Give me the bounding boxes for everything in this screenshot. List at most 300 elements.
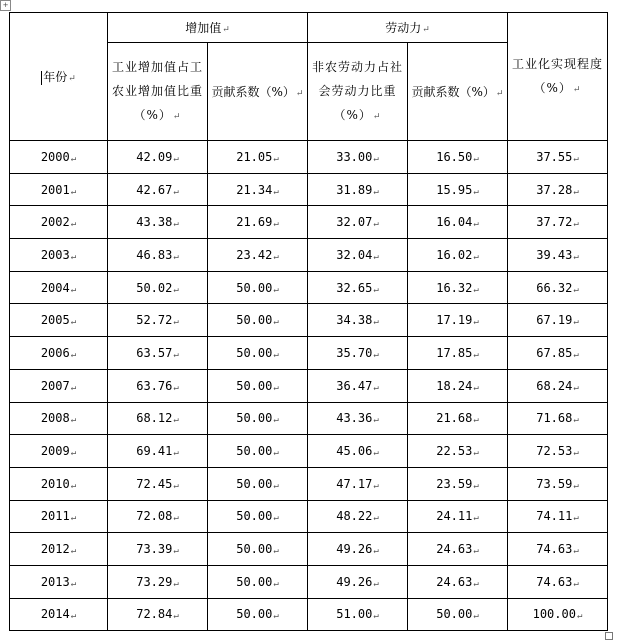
year-value: 2005 bbox=[40, 313, 70, 328]
paragraph-mark-icon: ↵ bbox=[173, 415, 179, 426]
paragraph-mark-icon: ↵ bbox=[173, 219, 179, 230]
table-row bbox=[10, 239, 608, 272]
paragraph-mark-icon: ↵ bbox=[373, 546, 379, 557]
paragraph-mark-icon: ↵ bbox=[373, 186, 379, 197]
cell-value: 32.65 bbox=[336, 280, 373, 295]
cell-value: 50.00 bbox=[236, 345, 273, 360]
paragraph-mark-icon: ↵ bbox=[573, 284, 579, 295]
paragraph-mark-icon: ↵ bbox=[273, 448, 279, 459]
table-row bbox=[10, 435, 608, 468]
paragraph-mark-icon: ↵ bbox=[273, 153, 279, 164]
paragraph-mark-icon: ↵ bbox=[70, 611, 77, 622]
paragraph-mark-icon: ↵ bbox=[573, 546, 579, 557]
paragraph-mark-icon: ↵ bbox=[373, 448, 379, 459]
value-cell-c4 bbox=[408, 402, 508, 435]
paragraph-mark-icon: ↵ bbox=[273, 480, 279, 491]
cell-value: 50.00 bbox=[236, 313, 273, 328]
cell-value: 50.00 bbox=[436, 607, 473, 622]
year-value: 2011 bbox=[40, 509, 70, 524]
move-handle-icon[interactable] bbox=[0, 0, 11, 11]
table-row bbox=[10, 141, 608, 174]
cell-value: 24.63 bbox=[436, 574, 473, 589]
paragraph-mark-icon: ↵ bbox=[373, 578, 379, 589]
cell-value: 51.00 bbox=[336, 607, 373, 622]
value-cell-c4 bbox=[408, 598, 508, 631]
paragraph-mark-icon: ↵ bbox=[473, 578, 479, 589]
cell-value: 72.53 bbox=[536, 444, 573, 459]
paragraph-mark-icon: ↵ bbox=[373, 513, 379, 524]
paragraph-mark-icon: ↵ bbox=[70, 578, 77, 589]
value-cell-c5 bbox=[508, 173, 608, 206]
value-cell-c4 bbox=[408, 141, 508, 174]
paragraph-mark-icon: ↵ bbox=[273, 349, 279, 360]
value-cell-c2 bbox=[208, 271, 308, 304]
header-year-cell bbox=[10, 13, 108, 141]
cell-value: 50.00 bbox=[236, 280, 273, 295]
year-value: 2002 bbox=[40, 215, 70, 230]
value-cell-c1 bbox=[108, 369, 208, 402]
value-cell-c2 bbox=[208, 239, 308, 272]
cell-value: 37.28 bbox=[536, 182, 573, 197]
paragraph-mark-icon: ↵ bbox=[273, 578, 279, 589]
value-cell-c1 bbox=[108, 337, 208, 370]
value-cell-c2 bbox=[208, 141, 308, 174]
value-cell-c3 bbox=[308, 435, 408, 468]
value-cell-c1 bbox=[108, 467, 208, 500]
paragraph-mark-icon: ↵ bbox=[473, 317, 479, 328]
cell-value: 72.08 bbox=[136, 509, 173, 524]
paragraph-mark-icon: ↵ bbox=[273, 611, 279, 622]
table-row bbox=[10, 337, 608, 370]
paragraph-mark-icon: ↵ bbox=[373, 349, 379, 360]
table-row bbox=[10, 173, 608, 206]
cell-value: 63.57 bbox=[136, 345, 173, 360]
paragraph-mark-icon: ↵ bbox=[373, 251, 379, 262]
paragraph-mark-icon: ↵ bbox=[495, 89, 504, 99]
paragraph-mark-icon: ↵ bbox=[273, 251, 279, 262]
value-cell-c3 bbox=[308, 173, 408, 206]
table-row bbox=[10, 369, 608, 402]
paragraph-mark-icon: ↵ bbox=[573, 513, 579, 524]
year-value: 2003 bbox=[40, 247, 70, 262]
value-cell-c3 bbox=[308, 533, 408, 566]
value-cell-c5 bbox=[508, 304, 608, 337]
cell-value: 45.06 bbox=[336, 444, 373, 459]
cell-value: 50.00 bbox=[236, 574, 273, 589]
paragraph-mark-icon: ↵ bbox=[373, 382, 379, 393]
cell-value: 16.50 bbox=[436, 149, 473, 164]
value-cell-c4 bbox=[408, 467, 508, 500]
cell-value: 21.68 bbox=[436, 411, 473, 426]
year-value: 2010 bbox=[40, 476, 70, 491]
paragraph-mark-icon: ↵ bbox=[173, 480, 179, 491]
paragraph-mark-icon: ↵ bbox=[473, 611, 479, 622]
paragraph-mark-icon: ↵ bbox=[173, 546, 179, 557]
paragraph-mark-icon: ↵ bbox=[70, 415, 77, 426]
value-cell-c4 bbox=[408, 533, 508, 566]
cell-value: 37.72 bbox=[536, 215, 573, 230]
paragraph-mark-icon: ↵ bbox=[573, 578, 579, 589]
paragraph-mark-icon: ↵ bbox=[373, 219, 379, 230]
year-cell bbox=[10, 565, 108, 598]
paragraph-mark-icon: ↵ bbox=[573, 219, 579, 230]
year-value: 2013 bbox=[40, 574, 70, 589]
cell-value: 42.09 bbox=[136, 149, 173, 164]
cell-value: 32.07 bbox=[336, 215, 373, 230]
value-cell-c5 bbox=[508, 533, 608, 566]
value-cell-c5 bbox=[508, 141, 608, 174]
paragraph-mark-icon: ↵ bbox=[573, 251, 579, 262]
paragraph-mark-icon: ↵ bbox=[173, 317, 179, 328]
cell-value: 48.22 bbox=[336, 509, 373, 524]
paragraph-mark-icon: ↵ bbox=[373, 317, 379, 328]
cell-value: 50.00 bbox=[236, 542, 273, 557]
paragraph-mark-icon: ↵ bbox=[573, 186, 579, 197]
header-ind-share: 工业增加值占工农业增加值比重（%） bbox=[111, 59, 203, 122]
cell-value: 72.45 bbox=[136, 476, 173, 491]
value-cell-c1 bbox=[108, 435, 208, 468]
value-cell-c2 bbox=[208, 369, 308, 402]
table-row bbox=[10, 304, 608, 337]
value-cell-c3 bbox=[308, 467, 408, 500]
value-cell-c3 bbox=[308, 402, 408, 435]
cell-value: 74.63 bbox=[536, 574, 573, 589]
header-nonag-share: 非农劳动力占社会劳动力比重（%） bbox=[311, 59, 403, 122]
header-industrialization: 工业化实现程度（%） bbox=[511, 56, 603, 95]
table-row bbox=[10, 565, 608, 598]
cell-value: 18.24 bbox=[436, 378, 473, 393]
value-cell-c1 bbox=[108, 206, 208, 239]
cell-value: 21.34 bbox=[236, 182, 273, 197]
cell-value: 52.72 bbox=[136, 313, 173, 328]
paragraph-mark-icon: ↵ bbox=[273, 513, 279, 524]
header-industrialization-cell bbox=[508, 13, 608, 141]
paragraph-mark-icon: ↵ bbox=[173, 153, 179, 164]
header-nonag-share-cell bbox=[308, 43, 408, 141]
value-cell-c5 bbox=[508, 369, 608, 402]
header-ind-share-cell bbox=[108, 43, 208, 141]
paragraph-mark-icon: ↵ bbox=[473, 513, 479, 524]
resize-handle-icon[interactable] bbox=[605, 632, 613, 640]
table-row bbox=[10, 271, 608, 304]
cell-value: 49.26 bbox=[336, 542, 373, 557]
cell-value: 21.69 bbox=[236, 215, 273, 230]
cell-value: 47.17 bbox=[336, 476, 373, 491]
paragraph-mark-icon: ↵ bbox=[473, 219, 479, 230]
paragraph-mark-icon: ↵ bbox=[576, 611, 583, 622]
cell-value: 63.76 bbox=[136, 378, 173, 393]
value-cell-c3 bbox=[308, 141, 408, 174]
cell-value: 50.00 bbox=[236, 607, 273, 622]
header-year: 年份 bbox=[43, 70, 68, 84]
value-cell-c3 bbox=[308, 271, 408, 304]
value-cell-c2 bbox=[208, 206, 308, 239]
value-cell-c1 bbox=[108, 141, 208, 174]
paragraph-mark-icon: ↵ bbox=[173, 382, 179, 393]
value-cell-c2 bbox=[208, 435, 308, 468]
header-labor: 劳动力 bbox=[385, 21, 422, 35]
cell-value: 50.00 bbox=[236, 509, 273, 524]
paragraph-mark-icon: ↵ bbox=[473, 546, 479, 557]
value-cell-c5 bbox=[508, 402, 608, 435]
value-cell-c3 bbox=[308, 565, 408, 598]
paragraph-mark-icon: ↵ bbox=[373, 611, 379, 622]
paragraph-mark-icon: ↵ bbox=[70, 480, 77, 491]
value-cell-c2 bbox=[208, 173, 308, 206]
cell-value: 49.26 bbox=[336, 574, 373, 589]
value-cell-c3 bbox=[308, 337, 408, 370]
header-contrib1-cell bbox=[208, 43, 308, 141]
year-cell bbox=[10, 337, 108, 370]
value-cell-c1 bbox=[108, 533, 208, 566]
cell-value: 23.42 bbox=[236, 247, 273, 262]
value-cell-c4 bbox=[408, 206, 508, 239]
cell-value: 22.53 bbox=[436, 444, 473, 459]
header-contrib2-cell bbox=[408, 43, 508, 141]
paragraph-mark-icon: ↵ bbox=[473, 382, 479, 393]
cell-value: 35.70 bbox=[336, 345, 373, 360]
table-row bbox=[10, 206, 608, 239]
paragraph-mark-icon: ↵ bbox=[273, 382, 279, 393]
cell-value: 37.55 bbox=[536, 149, 573, 164]
value-cell-c5 bbox=[508, 467, 608, 500]
paragraph-mark-icon: ↵ bbox=[573, 415, 579, 426]
value-cell-c1 bbox=[108, 500, 208, 533]
year-cell bbox=[10, 369, 108, 402]
year-cell bbox=[10, 173, 108, 206]
year-cell bbox=[10, 500, 108, 533]
cell-value: 74.63 bbox=[536, 542, 573, 557]
cell-value: 39.43 bbox=[536, 247, 573, 262]
value-cell-c1 bbox=[108, 304, 208, 337]
paragraph-mark-icon: ↵ bbox=[573, 448, 579, 459]
value-cell-c4 bbox=[408, 304, 508, 337]
cell-value: 24.63 bbox=[436, 542, 473, 557]
industrialization-table bbox=[9, 12, 608, 631]
value-cell-c1 bbox=[108, 565, 208, 598]
cell-value: 73.29 bbox=[136, 574, 173, 589]
paragraph-mark-icon: ↵ bbox=[173, 513, 179, 524]
value-cell-c1 bbox=[108, 271, 208, 304]
table-row bbox=[10, 500, 608, 533]
cell-value: 24.11 bbox=[436, 509, 473, 524]
paragraph-mark-icon: ↵ bbox=[70, 284, 77, 295]
cell-value: 33.00 bbox=[336, 149, 373, 164]
paragraph-mark-icon: ↵ bbox=[473, 153, 479, 164]
cell-value: 17.85 bbox=[436, 345, 473, 360]
header-added-value: 增加值 bbox=[185, 21, 222, 35]
value-cell-c2 bbox=[208, 402, 308, 435]
cell-value: 16.02 bbox=[436, 247, 473, 262]
value-cell-c1 bbox=[108, 598, 208, 631]
value-cell-c2 bbox=[208, 337, 308, 370]
paragraph-mark-icon: ↵ bbox=[70, 219, 77, 230]
header-added-value-cell bbox=[108, 13, 308, 43]
paragraph-mark-icon: ↵ bbox=[473, 349, 479, 360]
paragraph-mark-icon: ↵ bbox=[70, 349, 77, 360]
value-cell-c5 bbox=[508, 435, 608, 468]
value-cell-c2 bbox=[208, 565, 308, 598]
cell-value: 67.85 bbox=[536, 345, 573, 360]
value-cell-c4 bbox=[408, 239, 508, 272]
value-cell-c5 bbox=[508, 500, 608, 533]
year-cell bbox=[10, 206, 108, 239]
value-cell-c4 bbox=[408, 565, 508, 598]
value-cell-c1 bbox=[108, 173, 208, 206]
year-value: 2006 bbox=[40, 345, 70, 360]
table-row bbox=[10, 533, 608, 566]
paragraph-mark-icon: ↵ bbox=[473, 284, 479, 295]
paragraph-mark-icon: ↵ bbox=[373, 153, 379, 164]
paragraph-mark-icon: ↵ bbox=[573, 480, 579, 491]
paragraph-mark-icon: ↵ bbox=[173, 251, 179, 262]
cell-value: 34.38 bbox=[336, 313, 373, 328]
year-value: 2007 bbox=[40, 378, 70, 393]
table-row bbox=[10, 598, 608, 631]
paragraph-mark-icon: ↵ bbox=[70, 382, 77, 393]
paragraph-mark-icon: ↵ bbox=[172, 111, 182, 122]
paragraph-mark-icon: ↵ bbox=[373, 480, 379, 491]
cell-value: 50.00 bbox=[236, 378, 273, 393]
header-contrib1: 贡献系数（%） bbox=[211, 85, 295, 99]
paragraph-mark-icon: ↵ bbox=[473, 480, 479, 491]
paragraph-mark-icon: ↵ bbox=[173, 611, 179, 622]
year-cell bbox=[10, 533, 108, 566]
paragraph-mark-icon: ↵ bbox=[70, 317, 77, 328]
table-row bbox=[10, 467, 608, 500]
header-row-1 bbox=[10, 13, 608, 43]
paragraph-mark-icon: ↵ bbox=[173, 186, 179, 197]
cell-value: 71.68 bbox=[536, 411, 573, 426]
paragraph-mark-icon: ↵ bbox=[572, 84, 582, 95]
paragraph-mark-icon: ↵ bbox=[273, 317, 279, 328]
paragraph-mark-icon: ↵ bbox=[473, 251, 479, 262]
paragraph-mark-icon: ↵ bbox=[68, 74, 76, 84]
value-cell-c5 bbox=[508, 206, 608, 239]
paragraph-mark-icon: ↵ bbox=[273, 284, 279, 295]
year-cell bbox=[10, 598, 108, 631]
paragraph-mark-icon: ↵ bbox=[373, 415, 379, 426]
paragraph-mark-icon: ↵ bbox=[273, 219, 279, 230]
cell-value: 16.32 bbox=[436, 280, 473, 295]
value-cell-c4 bbox=[408, 337, 508, 370]
year-value: 2014 bbox=[40, 607, 70, 622]
cell-value: 32.04 bbox=[336, 247, 373, 262]
cell-value: 74.11 bbox=[536, 509, 573, 524]
paragraph-mark-icon: ↵ bbox=[273, 415, 279, 426]
paragraph-mark-icon: ↵ bbox=[573, 349, 579, 360]
paragraph-mark-icon: ↵ bbox=[373, 284, 379, 295]
value-cell-c3 bbox=[308, 239, 408, 272]
cell-value: 50.00 bbox=[236, 411, 273, 426]
paragraph-mark-icon: ↵ bbox=[173, 578, 179, 589]
year-cell bbox=[10, 141, 108, 174]
year-cell bbox=[10, 435, 108, 468]
value-cell-c2 bbox=[208, 304, 308, 337]
cell-value: 50.02 bbox=[136, 280, 173, 295]
paragraph-mark-icon: ↵ bbox=[222, 25, 230, 35]
paragraph-mark-icon: ↵ bbox=[173, 349, 179, 360]
cell-value: 31.89 bbox=[336, 182, 373, 197]
year-value: 2008 bbox=[40, 411, 70, 426]
value-cell-c3 bbox=[308, 500, 408, 533]
cell-value: 17.19 bbox=[436, 313, 473, 328]
cell-value: 73.59 bbox=[536, 476, 573, 491]
value-cell-c2 bbox=[208, 467, 308, 500]
value-cell-c5 bbox=[508, 239, 608, 272]
year-value: 2004 bbox=[40, 280, 70, 295]
cell-value: 15.95 bbox=[436, 182, 473, 197]
year-value: 2000 bbox=[40, 149, 70, 164]
cell-value: 43.38 bbox=[136, 215, 173, 230]
value-cell-c3 bbox=[308, 206, 408, 239]
paragraph-mark-icon: ↵ bbox=[273, 546, 279, 557]
paragraph-mark-icon: ↵ bbox=[573, 382, 579, 393]
cell-value: 69.41 bbox=[136, 444, 173, 459]
year-value: 2009 bbox=[40, 444, 70, 459]
year-cell bbox=[10, 402, 108, 435]
cell-value: 42.67 bbox=[136, 182, 173, 197]
year-cell bbox=[10, 239, 108, 272]
value-cell-c2 bbox=[208, 533, 308, 566]
value-cell-c5 bbox=[508, 271, 608, 304]
value-cell-c3 bbox=[308, 598, 408, 631]
value-cell-c4 bbox=[408, 500, 508, 533]
cell-value: 43.36 bbox=[336, 411, 373, 426]
cell-value: 50.00 bbox=[236, 444, 273, 459]
value-cell-c4 bbox=[408, 173, 508, 206]
value-cell-c1 bbox=[108, 239, 208, 272]
value-cell-c4 bbox=[408, 271, 508, 304]
year-value: 2012 bbox=[40, 542, 70, 557]
value-cell-c2 bbox=[208, 598, 308, 631]
cell-value: 100.00 bbox=[532, 607, 576, 622]
year-cell bbox=[10, 304, 108, 337]
cell-value: 50.00 bbox=[236, 476, 273, 491]
paragraph-mark-icon: ↵ bbox=[573, 317, 579, 328]
value-cell-c5 bbox=[508, 598, 608, 631]
header-labor-cell bbox=[308, 13, 508, 43]
value-cell-c4 bbox=[408, 435, 508, 468]
paragraph-mark-icon: ↵ bbox=[372, 111, 382, 122]
paragraph-mark-icon: ↵ bbox=[473, 448, 479, 459]
paragraph-mark-icon: ↵ bbox=[70, 251, 77, 262]
paragraph-mark-icon: ↵ bbox=[70, 153, 77, 164]
year-cell bbox=[10, 467, 108, 500]
paragraph-mark-icon: ↵ bbox=[573, 153, 579, 164]
paragraph-mark-icon: ↵ bbox=[70, 546, 77, 557]
value-cell-c2 bbox=[208, 500, 308, 533]
paragraph-mark-icon: ↵ bbox=[473, 415, 479, 426]
cell-value: 66.32 bbox=[536, 280, 573, 295]
cell-value: 23.59 bbox=[436, 476, 473, 491]
cell-value: 72.84 bbox=[136, 607, 173, 622]
cell-value: 21.05 bbox=[236, 149, 273, 164]
cell-value: 68.24 bbox=[536, 378, 573, 393]
value-cell-c3 bbox=[308, 369, 408, 402]
paragraph-mark-icon: ↵ bbox=[273, 186, 279, 197]
paragraph-mark-icon: ↵ bbox=[173, 284, 179, 295]
year-value: 2001 bbox=[40, 182, 70, 197]
paragraph-mark-icon: ↵ bbox=[70, 186, 77, 197]
cell-value: 67.19 bbox=[536, 313, 573, 328]
value-cell-c4 bbox=[408, 369, 508, 402]
paragraph-mark-icon: ↵ bbox=[295, 89, 304, 99]
table-row bbox=[10, 402, 608, 435]
cell-value: 73.39 bbox=[136, 542, 173, 557]
paragraph-mark-icon: ↵ bbox=[70, 448, 77, 459]
value-cell-c5 bbox=[508, 565, 608, 598]
